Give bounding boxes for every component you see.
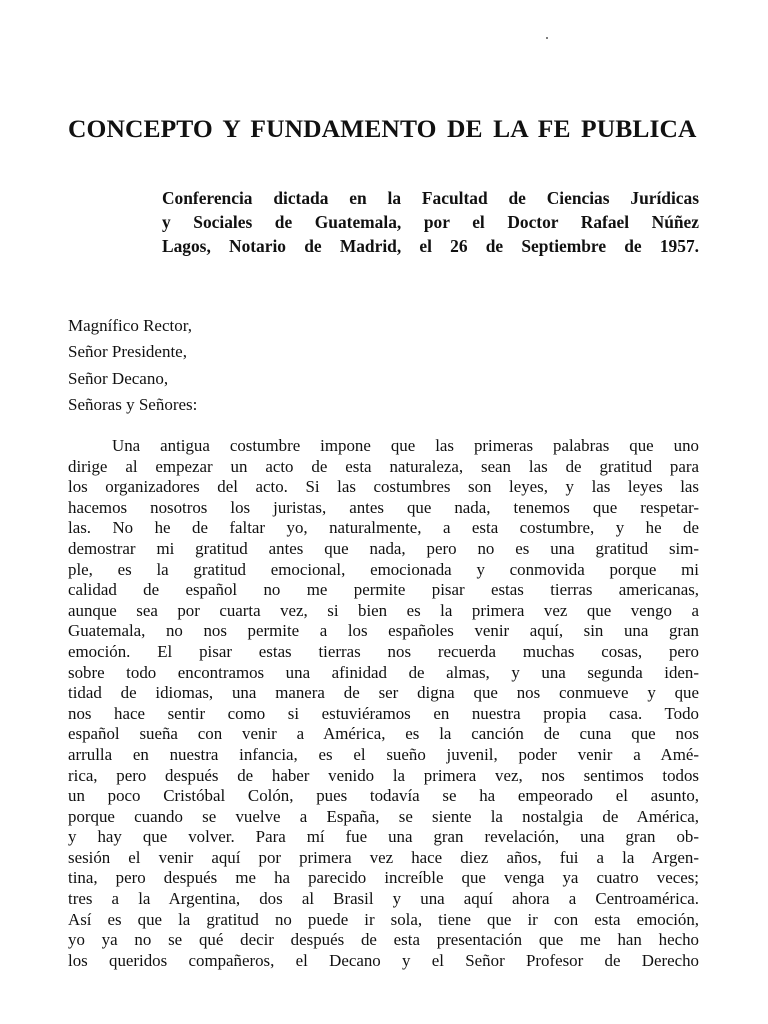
body-line: español sueña con venir a América, es la canción de cuna que nos: [68, 724, 699, 744]
body-line: ple, es la gratitud emocional, emocionada y conmovida porque mi: [68, 559, 699, 579]
body-line: sobre todo encontramos una afinidad de almas, y una segunda iden-: [68, 662, 699, 682]
body-line: aunque sea por cuarta vez, si bien es la primera vez que vengo a: [68, 600, 699, 620]
body-paragraph: [68, 436, 699, 971]
body-line: Una antigua costumbre impone que las primeras palabras que uno: [112, 436, 699, 455]
body-line: rica, pero después de haber venido la primera vez, nos sentimos todos: [68, 765, 699, 785]
body-line: calidad de español no me permite pisar estas tierras americanas,: [68, 580, 699, 600]
body-line: tres a la Argentina, dos al Brasil y una aquí ahora a Centroamérica.: [68, 889, 699, 909]
subtitle-line: y Sociales de Guatemala, por el Doctor Rafael Núñez: [162, 212, 699, 232]
salutation-block: [68, 313, 197, 418]
body-line: demostrar mi gratitud antes que nada, pero no es una gratitud sim-: [68, 538, 699, 558]
body-line: dirige al empezar un acto de esta naturaleza, sean las de gratitud para: [68, 456, 699, 476]
body-line: yo ya no se qué decir después de esta presentación que me han hecho: [68, 930, 699, 950]
body-line: tina, pero después me ha parecido increíble que venga ya cuatro veces;: [68, 868, 699, 888]
body-line: las. No he de faltar yo, naturalmente, a esta costumbre, y he de: [68, 518, 699, 538]
body-line: sesión el venir aquí por primera vez hace diez años, fui a la Argen-: [68, 847, 699, 867]
body-line: los queridos compañeros, el Decano y el Señor Profesor de Derecho: [68, 950, 699, 970]
body-line: los organizadores del acto. Si las costumbres son leyes, y las leyes las: [68, 477, 699, 497]
salutation-line: Señor Presidente,: [68, 342, 187, 362]
subtitle-line: Conferencia dictada en la Facultad de Ciencias Jurídicas: [162, 188, 699, 208]
subtitle-block: [162, 186, 699, 258]
body-line: nos hace sentir como si estuviéramos en nuestra propia casa. Todo: [68, 703, 699, 723]
salutation-line: Magnífico Rector,: [68, 316, 192, 335]
body-line: y hay que volver. Para mí fue una gran revelación, una gran ob-: [68, 827, 699, 847]
body-line: porque cuando se vuelve a España, se siente la nostalgia de América,: [68, 806, 699, 826]
salutation-line: Señoras y Señores:: [68, 394, 198, 414]
body-line: arrulla en nuestra infancia, es el sueño juvenil, poder venir a Amé-: [68, 744, 699, 764]
salutation-line: Señor Decano,: [68, 368, 169, 388]
body-line: un poco Cristóbal Colón, pues todavía se ha empeorado el asunto,: [68, 786, 699, 806]
subtitle-line: Lagos, Notario de Madrid, el 26 de Septiembre de 1957.: [162, 236, 699, 256]
scan-speck: [546, 37, 548, 39]
body-line: Guatemala, no nos permite a los españoles venir aquí, sin una gran: [68, 621, 699, 641]
body-line: Así es que la gratitud no puede ir sola, tiene que ir con esta emoción,: [68, 909, 699, 929]
body-line: hacemos nosotros los juristas, antes que nada, tenemos que respetar-: [68, 497, 699, 517]
page-title: CONCEPTO Y FUNDAMENTO DE LA FE PUBLICA: [68, 114, 697, 143]
body-line: tidad de idiomas, una manera de ser digna que nos conmueve y que: [68, 683, 699, 703]
body-line: emoción. El pisar estas tierras nos recuerda muchas cosas, pero: [68, 641, 699, 661]
